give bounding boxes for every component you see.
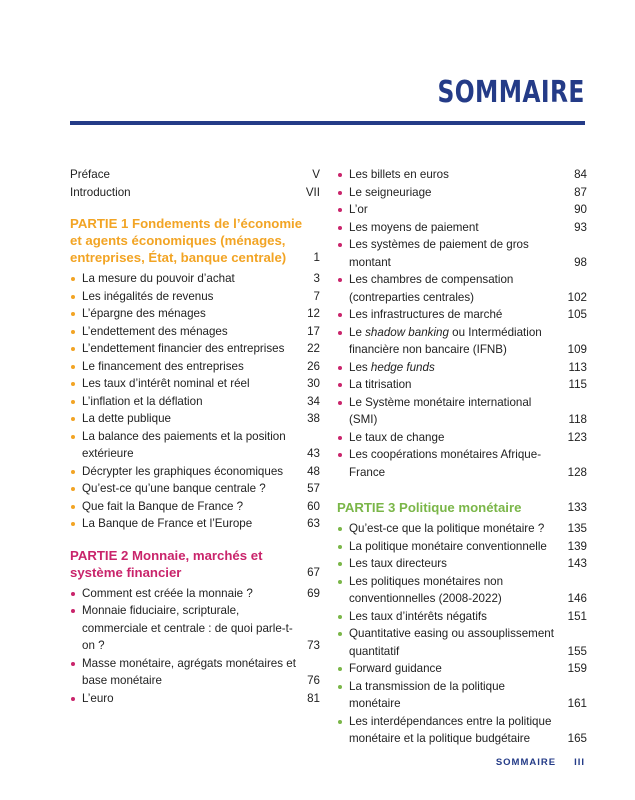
toc-label: La dette publique	[82, 412, 171, 425]
toc-entry[interactable]	[337, 625, 587, 660]
toc-page: 135	[567, 522, 587, 535]
toc-page: 123	[567, 430, 587, 444]
toc-page: 159	[567, 662, 587, 675]
part-2-list-continued	[337, 166, 587, 481]
toc-entry[interactable]	[337, 306, 587, 324]
toc-page: 146	[567, 592, 587, 605]
toc-entry[interactable]	[70, 184, 320, 202]
part-title: PARTIE 2 Monnaie, marchés et système financier	[70, 547, 263, 580]
toc-label: La Banque de France et l’Europe	[82, 517, 253, 530]
part-2-list	[70, 585, 320, 708]
toc-label: Décrypter les graphiques économiques	[82, 464, 284, 478]
toc-entry[interactable]	[337, 166, 587, 184]
toc-label: Le financement des entreprises	[82, 359, 244, 373]
toc-label	[349, 324, 568, 359]
toc-entry[interactable]	[337, 324, 587, 359]
toc-column-left	[70, 166, 320, 707]
toc-entry[interactable]	[70, 270, 320, 288]
toc-label: Les systèmes de paiement de gros montant	[349, 238, 529, 269]
toc-entry[interactable]	[70, 358, 320, 376]
toc-entry[interactable]	[337, 394, 587, 429]
toc-label: L’endettement des ménages	[82, 324, 228, 338]
toc-page: 60	[307, 499, 320, 513]
toc-entry[interactable]	[337, 608, 587, 626]
toc-label: Comment est créée la monnaie ?	[82, 586, 253, 600]
toc-entry[interactable]	[70, 655, 320, 690]
toc-page: 76	[307, 674, 320, 687]
toc-label: Monnaie fiduciaire, scripturale, commerciale et centrale : de quoi parle-t-on ?	[82, 604, 293, 652]
toc-label: Les infrastructures de marché	[349, 308, 503, 321]
toc-page: 30	[307, 377, 320, 390]
toc-page: 73	[307, 639, 320, 652]
toc-page: 128	[567, 465, 587, 479]
toc-entry[interactable]	[337, 573, 587, 608]
toc-label: Le taux de change	[349, 430, 445, 444]
toc-page: 34	[307, 394, 320, 408]
toc-label: Qu’est-ce qu’une banque centrale ?	[82, 482, 266, 495]
toc-page: 69	[307, 586, 320, 600]
toc-entry[interactable]	[70, 340, 320, 358]
part-2-heading[interactable]	[70, 547, 320, 581]
toc-entry[interactable]	[70, 166, 320, 184]
toc-label: La titrisation	[349, 378, 412, 391]
toc-page: 48	[307, 464, 320, 478]
toc-label-emphasis: shadow banking	[365, 325, 449, 339]
toc-entry[interactable]	[337, 678, 587, 713]
toc-page: 93	[574, 220, 587, 234]
toc-entry[interactable]	[337, 376, 587, 394]
toc-entry[interactable]	[70, 585, 320, 603]
toc-label: Forward guidance	[349, 662, 442, 675]
toc-page: V	[312, 168, 320, 181]
toc-page: 87	[574, 185, 587, 199]
toc-entry[interactable]	[70, 305, 320, 323]
toc-column-right	[337, 166, 587, 748]
toc-entry[interactable]	[70, 428, 320, 463]
toc-page: 67	[307, 565, 320, 579]
toc-page: 109	[567, 343, 587, 356]
toc-label: Le seigneuriage	[349, 185, 432, 199]
toc-label: Les moyens de paiement	[349, 220, 479, 234]
toc-label-part: ou Intermédiation financière non bancaire (IFNB)	[349, 325, 542, 356]
toc-label: Les inégalités de revenus	[82, 289, 214, 303]
toc-page: 26	[307, 359, 320, 373]
toc-page: 115	[568, 378, 587, 391]
toc-label: L’épargne des ménages	[82, 307, 206, 320]
toc-label: La politique monétaire conventionnelle	[349, 539, 547, 553]
toc-page: 155	[567, 644, 587, 658]
toc-entry[interactable]	[337, 713, 587, 748]
toc-page: 22	[307, 342, 320, 355]
toc-page: 7	[313, 289, 320, 303]
toc-label: Introduction	[70, 185, 131, 199]
toc-page: 165	[567, 732, 587, 745]
toc-label: L’inflation et la déflation	[82, 394, 203, 408]
toc-page: 12	[307, 307, 320, 320]
part-3-heading[interactable]	[337, 499, 587, 516]
toc-page: 139	[567, 539, 587, 553]
toc-label: Masse monétaire, agrégats monétaires et base monétaire	[82, 656, 296, 687]
part-title: PARTIE 3 Politique monétaire	[337, 500, 522, 515]
page-footer	[478, 757, 585, 768]
toc-label: Que fait la Banque de France ?	[82, 499, 244, 513]
toc-page: 143	[567, 557, 587, 570]
toc-label-part: Le	[349, 325, 366, 339]
toc-label: Quantitative easing ou assouplissement quantitatif	[349, 627, 554, 658]
toc-entry[interactable]	[70, 690, 320, 708]
toc-entry[interactable]	[70, 480, 320, 498]
toc-label: Les taux directeurs	[349, 557, 447, 570]
toc-label: Préface	[70, 168, 110, 181]
toc-page: 63	[307, 517, 320, 530]
toc-entry[interactable]	[70, 323, 320, 341]
toc-entry[interactable]	[337, 359, 587, 377]
footer-page-number: III	[574, 757, 585, 768]
toc-entry[interactable]	[70, 288, 320, 306]
toc-page: 133	[567, 501, 587, 514]
toc-label: Le Système monétaire international (SMI)	[349, 395, 532, 426]
toc-label-emphasis: hedge funds	[370, 360, 435, 374]
toc-page: 84	[574, 168, 587, 181]
toc-label: Les coopérations monétaires Afrique-France	[349, 448, 542, 479]
part-title: PARTIE 1 Fondements de l’économie et agents économiques (ménages, entreprises, État, banque centrale)	[70, 216, 303, 265]
toc-label: La balance des paiements et la position extérieure	[82, 429, 286, 460]
toc-entry[interactable]	[70, 463, 320, 481]
toc-entry[interactable]	[337, 555, 587, 573]
page-title: SOMMAIRE	[437, 75, 585, 110]
toc-page: 57	[307, 482, 320, 495]
toc-page: 1	[313, 251, 320, 264]
toc-page: 38	[307, 412, 320, 425]
toc-page: 81	[307, 691, 320, 705]
title-rule	[70, 121, 585, 125]
toc-entry[interactable]	[70, 498, 320, 516]
toc-entry[interactable]	[337, 219, 587, 237]
toc-label: Les taux d’intérêt nominal et réel	[82, 377, 250, 390]
toc-page: 118	[568, 413, 587, 426]
part-1-list	[70, 270, 320, 533]
toc-entry[interactable]	[337, 201, 587, 219]
part-3-list	[337, 520, 587, 748]
toc-label: Les taux d’intérêts négatifs	[349, 609, 487, 623]
toc-label: L’euro	[82, 691, 114, 705]
spacer	[337, 481, 587, 489]
toc-entry[interactable]	[337, 446, 587, 481]
toc-entry[interactable]	[337, 271, 587, 306]
part-1-heading[interactable]	[70, 215, 320, 266]
toc-entry[interactable]	[337, 236, 587, 271]
toc-label: Qu’est-ce que la politique monétaire ?	[349, 522, 545, 535]
toc-label: Les interdépendances entre la politique monétaire et la politique budgétaire	[349, 714, 552, 745]
toc-page: 90	[574, 203, 587, 216]
toc-entry[interactable]	[337, 660, 587, 678]
toc-label: Les politiques monétaires non conventionnelles (2008-2022)	[349, 574, 504, 605]
toc-page: 161	[567, 697, 587, 710]
toc-page: 17	[307, 324, 320, 338]
toc-label: L’endettement financier des entreprises	[82, 342, 285, 355]
toc-label: L’or	[349, 203, 368, 216]
footer-label: SOMMAIRE	[495, 757, 557, 768]
toc-label: Les chambres de compensation (contreparties centrales)	[349, 273, 514, 304]
toc-page: 102	[567, 290, 587, 304]
toc-label-part: Les	[349, 360, 371, 374]
toc-page: 98	[574, 255, 587, 269]
toc-entry[interactable]	[337, 520, 587, 538]
toc-label: La mesure du pouvoir d’achat	[82, 272, 235, 285]
toc-entry[interactable]	[337, 538, 587, 556]
toc-label: Les billets en euros	[349, 168, 449, 181]
toc-entry[interactable]	[70, 393, 320, 411]
toc-entry[interactable]	[337, 184, 587, 202]
toc-page: 151	[567, 609, 587, 623]
toc-page: 113	[568, 360, 587, 374]
toc-label: La transmission de la politique monétaire	[349, 679, 505, 710]
toc-label	[349, 359, 569, 377]
toc-page: 3	[313, 272, 320, 285]
toc-entry[interactable]	[70, 375, 320, 393]
toc-entry[interactable]	[70, 410, 320, 428]
toc-page: 105	[567, 308, 587, 321]
toc-page: VII	[305, 185, 320, 199]
toc-entry[interactable]	[70, 515, 320, 533]
toc-entry[interactable]	[70, 602, 320, 655]
toc-entry[interactable]	[337, 429, 587, 447]
toc-page: 43	[307, 447, 320, 460]
